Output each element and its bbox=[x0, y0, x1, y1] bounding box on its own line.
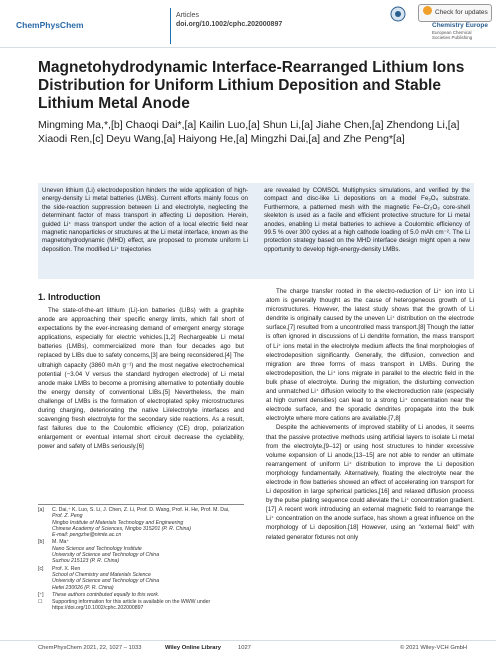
affiliation-line: Ningbo Institute of Materials Technology and Engineering bbox=[52, 519, 184, 526]
footer-brand[interactable]: Wiley Online Library bbox=[165, 645, 221, 651]
check-for-updates-label: Check for updates bbox=[435, 9, 488, 16]
affiliation-line: Prof. X. Ren bbox=[52, 565, 81, 572]
intro-paragraph: The state-of-the-art lithium (Li)-ion batteries (LIBs) with a graphite anode are approaching their specific energy limits, which fall short of expectations by the ever-increasing demand of emergent energy storage applications, especially for electric vehicles.[1,2] Rechargeable Li metal batteries (LMBs), commercialized more than four decades ago but replaced by LIBs due to safety concerns,[3] are being reconsidered.[4] The ultrahigh capacity (3860 mAh g⁻¹) and the most negative electrochemical potential (−3.04 V versus the standard hydrogen electrode) of Li metal anode make LMBs to become a promising alternative to potentially double the energy density of conventional LIBs.[5] Nevertheless, the main challenge of LMBs is the formation of electroplated spiky microstructures during charging, deteriorating the native Li/electrolyte interfaces and scavenging fresh electrolyte for the secondary side reactions. As a result, fast failures due to the Coulombic efficiency (CE) drop, polarization enlargement or eventual internal short circuit decrease the cyclability, power and safety of LMBs seriously.[6] bbox=[38, 307, 244, 451]
section-heading: 1. Introduction bbox=[38, 292, 101, 302]
section-label: Articles bbox=[176, 12, 199, 19]
affiliation-line[interactable]: https://doi.org/10.1002/cphc.202000897 bbox=[52, 605, 144, 612]
affiliation-item bbox=[38, 507, 244, 538]
right-column bbox=[266, 287, 474, 542]
affiliation-tag: [c] bbox=[38, 565, 44, 572]
affiliation-line: Suzhou 215123 (P. R. China) bbox=[52, 558, 120, 565]
body-paragraph-1: The charge transfer rooted in the electro-reduction of Li⁺ ion into Li atom is generally thought as the cause of heterogeneous growth of Li microstructures. However, the latest study shows that the growth of Li dendrite is originally caused by the uneven Li⁺ distribution on the electrode surface,[7] resulted from a uncontrolled mass transport.[8] Though the latter is often ignored in discussions of Li dendrite formation, the mass transport of Li⁺ ions metal in the electrolyte medium affects the final morphologies of electrodeposition significantly. Generally, the diffusion, convection and migration are three forms of mass transport in LMBs. During the electrodeposition, the Li⁺ ions migrate in parallel to the electric field in the bulk phase of electrolyte. During the migration, the disturbing convection and unmatched Li⁺ diffusion velocity to the electroreduction rate (especially at high current densities) can lead to a strong Li⁺ concentration near the electrode surface, and the sporadic dendrites propagate into the bulk electrolyte where more cations are available.[7,8] bbox=[266, 288, 474, 423]
affiliation-line: University of Science and Technology of China bbox=[52, 552, 160, 559]
affiliation-line: Supporting information for this article is available on the WWW under bbox=[52, 599, 211, 606]
intro-left-column bbox=[38, 306, 244, 452]
affiliation-text bbox=[52, 507, 230, 538]
journal-name: ChemPhysChem bbox=[16, 20, 84, 30]
affiliation-line: Prof. Z. Peng bbox=[52, 513, 83, 520]
abstract-right: are revealed by COMSOL Multiphysics simulations, and verified by the compact and disc-like Li depositions on a model Fe₃O₄ substrate. Furthermore, a patterned mesh with the magnetic Fe–Cr₂O₃ core-shell skeleton is used as a facile and efficient protective structure for Li metal anodes, enabling Li metal batteries to achieve a Coulombic efficiency of 99.5 % over 300 cycles at a high cathode loading of 5.0 mAh cm⁻². The Li protection strategy based on the MHD interface design might open a new opportunity to develop high-energy-density LMBs. bbox=[264, 187, 470, 253]
affiliation-line: School of Chemistry and Materials Science bbox=[52, 571, 151, 578]
header-divider bbox=[170, 8, 171, 44]
update-badge-icon bbox=[423, 6, 432, 15]
affiliation-item bbox=[38, 566, 244, 591]
affiliation-tag: ☐ bbox=[38, 599, 43, 606]
body-paragraph-2: Despite the achievements of improved stability of Li anodes, it seems that the passive protective methods using artificial layers to isolate Li metal from the electrolyte,[9–12] or using host structures to hinder excessive volume expansion of Li anode,[13–15] are not able to render an ultimate rearrangement of uniform Li⁺ distribution to improve the Li deposition morphology fundamentally. Alternatively, floating the electrolyte near the electrode in flow batteries showed an effect of accelerating ion transport for Li deposition in large spherical particles,[16] and relaxed diffusion process by the pulse plating sequence could alleviate the Li⁺ concentration gradient.[17] A recent work introducing an external magnetic field to rearrange the Li⁺ concentration on the anode surface, has shown a great influence on the morphology of Li deposition.[18] However, using an "external field" with related generator fixtures not only bbox=[266, 424, 474, 541]
header-rule bbox=[0, 47, 496, 48]
footer-citation: ChemPhysChem 2021, 22, 1027 – 1033 bbox=[38, 645, 142, 651]
check-for-updates-button[interactable] bbox=[418, 4, 492, 22]
affiliation-text bbox=[52, 592, 159, 598]
article-title: Magnetohydrodynamic Interface-Rearranged Lithium Ions Distribution for Uniform Lithium Deposition and Stable Lithium Metal Anode bbox=[38, 59, 465, 112]
footer-copyright: © 2021 Wiley-VCH GmbH bbox=[400, 645, 468, 651]
affiliation-line: University of Science and Technology of China bbox=[52, 578, 160, 585]
affiliation-line: Chinese Academy of Sciences, Ningbo 315201 (P. R. China) bbox=[52, 525, 191, 532]
affiliation-line: C. Dai,⁺ K. Luo, S. Li, J. Chen, Z. Li, Prof. D. Wang, Prof. H. He, Prof. M. Dai, bbox=[52, 507, 230, 513]
affiliation-line: Hefei 230026 (P. R. China) bbox=[52, 584, 114, 591]
abstract-left: Uneven lithium (Li) electrodeposition hinders the wide application of high-energy-density Li metal batteries (LMBs). Current efforts mainly focus on the side-reaction suppression between Li and electrolyte, neglecting the determinant factor of mass transport in affecting Li deposition. Herein, guided Li⁺ mass transport under the action of a local electric field near magnetic nanoparticles or structures at the Li metal interface, known as the magnetohydrodynamic (MHD) effect, are proposed to promote uniform Li deposition. The modified Li⁺ trajectories bbox=[42, 187, 248, 253]
affiliation-line: These authors contributed equally to this work. bbox=[52, 591, 160, 598]
author-list: Mingming Ma,*,[b] Chaoqi Dai*,[a] Kailin Luo,[a] Shun Li,[a] Jiahe Chen,[a] Zhendong Li,[a] Xiaodi Ren,[c] Deyu Wang,[a] Haiyong He,[a] Mingzhi Dai,[a] and Zhe Peng*[a] bbox=[38, 119, 460, 145]
affiliation-item bbox=[38, 599, 244, 612]
affiliation-line: E-mail: pengzhe@nimte.ac.cn bbox=[52, 532, 122, 539]
publisher-subtitle: European Chemical Societies Publishing bbox=[432, 30, 473, 40]
affiliation-item bbox=[38, 539, 244, 564]
doi-link[interactable]: doi.org/10.1002/cphc.202000897 bbox=[176, 21, 283, 28]
page-number: 1027 bbox=[238, 645, 251, 651]
affiliation-tag: [b] bbox=[38, 539, 44, 546]
footer-rule bbox=[0, 640, 496, 641]
affiliation-line: M. Ma⁺ bbox=[52, 539, 70, 546]
affiliation-item bbox=[38, 592, 244, 598]
affiliation-text bbox=[52, 566, 159, 591]
affiliation-text bbox=[52, 539, 159, 564]
affiliation-rule bbox=[38, 504, 244, 505]
chemistry-europe-logo-icon bbox=[390, 6, 406, 22]
affiliations bbox=[38, 507, 244, 613]
affiliation-line: Nano Science and Technology Institute bbox=[52, 545, 142, 552]
publisher-brand: Chemistry Europe bbox=[432, 22, 488, 29]
affiliation-tag: [a] bbox=[38, 507, 44, 513]
affiliation-text bbox=[52, 599, 210, 612]
affiliation-tag: [⁺] bbox=[38, 591, 44, 598]
abstract-box bbox=[38, 183, 474, 279]
